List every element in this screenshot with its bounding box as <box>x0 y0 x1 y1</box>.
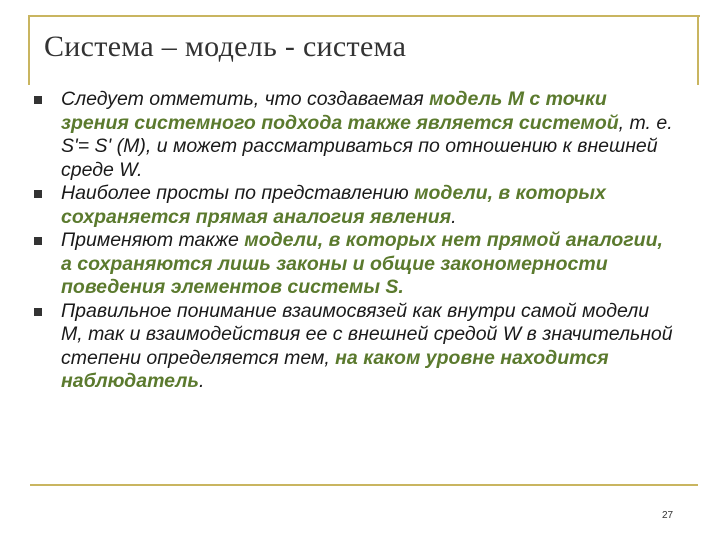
bullet-list <box>34 88 674 394</box>
bullet-square-icon <box>34 190 42 198</box>
page-number: 27 <box>662 510 674 521</box>
bullet-text-segment: . <box>451 205 457 228</box>
frame-right-line <box>697 15 699 85</box>
bullet-square-icon <box>34 308 42 316</box>
frame-top-line <box>28 15 700 17</box>
bullet-item <box>34 229 674 300</box>
bullet-text-segment: . <box>198 370 205 392</box>
frame-left-line <box>28 15 30 85</box>
frame-bottom-line <box>30 484 698 486</box>
bullet-text-segment: Применяют также <box>61 229 245 251</box>
bullet-text-segment: Следует отметить, что создаваемая <box>61 88 430 110</box>
slide-title: Система – модель - система <box>44 30 407 63</box>
bullet-highlight-segment: модели, в которых сохраняется прямая аналогия явления <box>61 182 606 228</box>
bullet-square-icon <box>34 237 42 245</box>
bullet-highlight-segment: на каком уровне находится наблюдатель <box>61 346 609 392</box>
bullet-highlight-segment: модель М с точки зрения системного подхода также является системой <box>61 88 619 134</box>
bullet-text-segment: , т. е. S'= S' (M), и может рассматриваться по отношению к внешней среде W. <box>61 111 673 181</box>
bullet-square-icon <box>34 96 42 104</box>
bullet-item <box>34 88 674 182</box>
bullet-highlight-segment: модели, в которых нет прямой аналогии, а сохраняются лишь законы и общие закономерности поведения элементов системы S. <box>61 229 663 298</box>
bullet-text-segment: Наиболее просты по представлению <box>61 182 415 204</box>
bullet-item <box>34 300 674 394</box>
bullet-text-segment: Правильное понимание взаимосвязей как внутри самой модели М, так и взаимодействия ее с внешней средой W в значительной степени определяется тем, <box>61 299 673 369</box>
bullet-item <box>34 182 674 229</box>
